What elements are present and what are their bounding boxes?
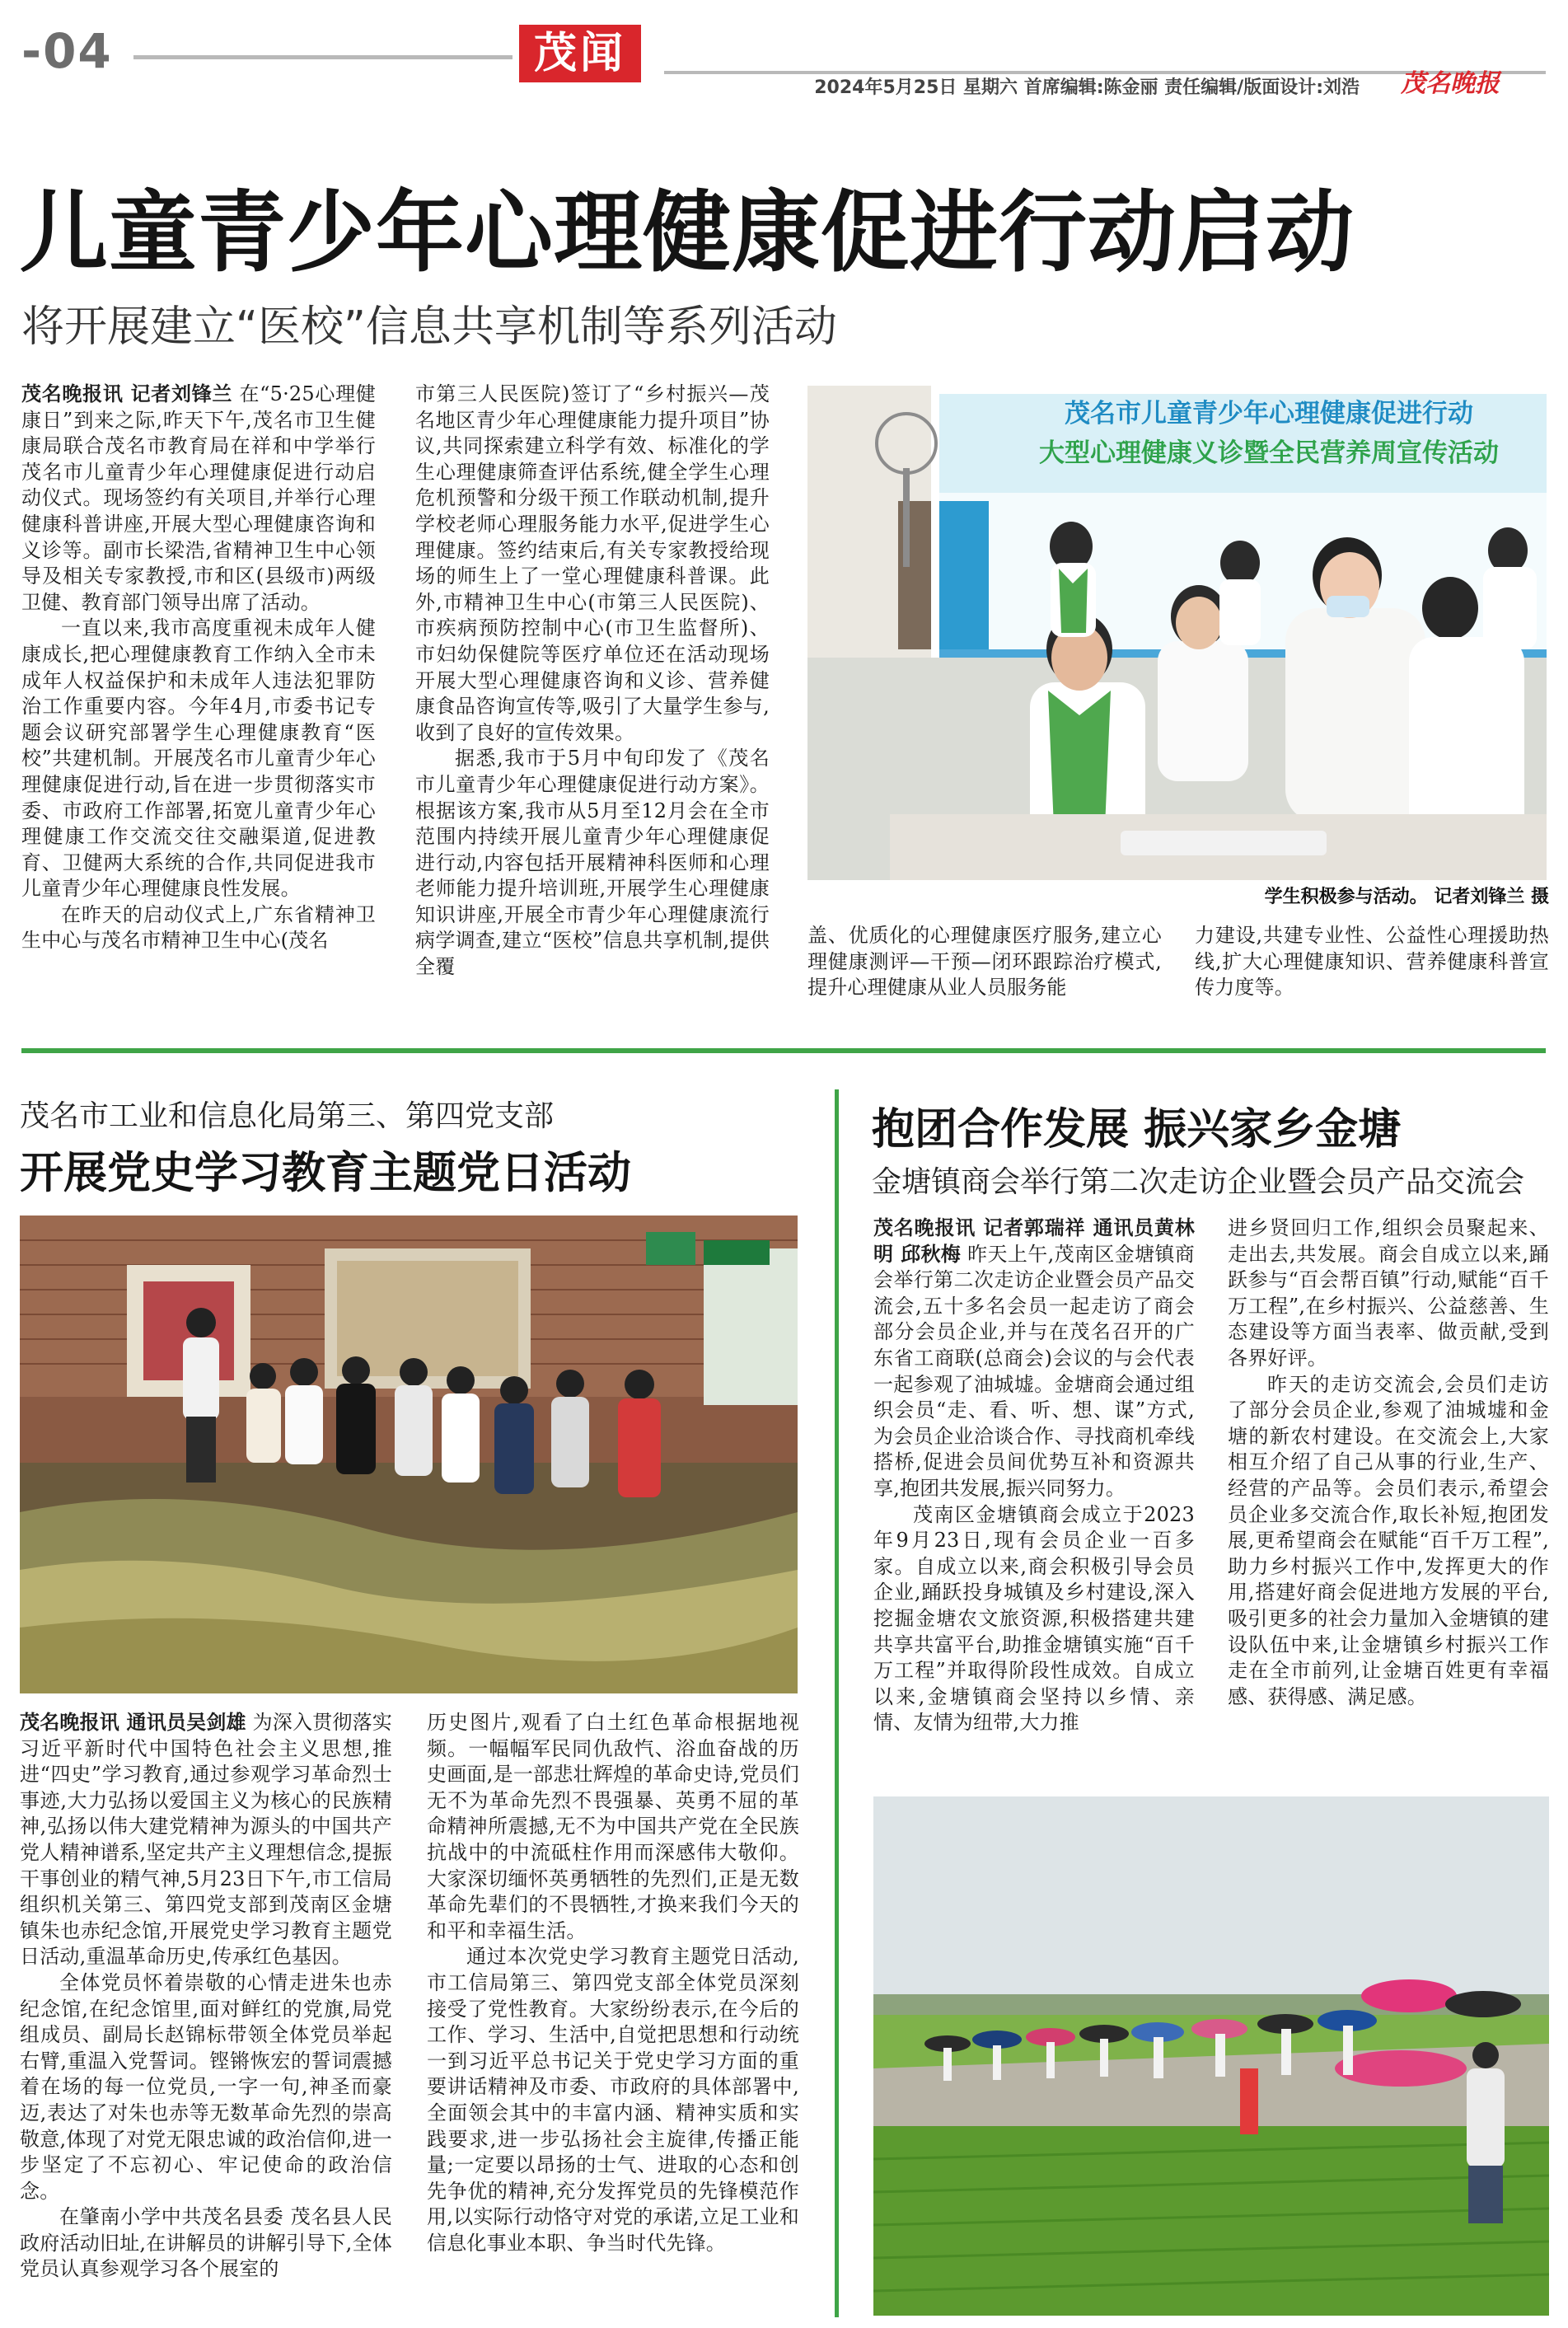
article1-col3-text: 盖、优质化的心理健康医疗服务,建立心理健康测评—干预—闭环跟踪治疗模式,提升心理健康从业人员服务能 (807, 924, 1162, 1000)
header-rule-left (133, 55, 513, 59)
article2-col1-para-3: 在肇南小学中共茂名县委 茂名县人民政府活动旧址,在讲解员的讲解引导下,全体党员认真参观学习各个展室的 (20, 2205, 392, 2281)
article1-column-3 (807, 923, 1162, 1001)
article2-col1-para-1: 茂名晚报讯 通讯员吴剑雄 为深入贯彻落实习近平新时代中国特色社会主义思想,推进“四史”学习教育,通过参观学习革命烈士事迹,大力弘扬以爱国主义为核心的民族精神,弘扬以伟大建党精神为源头的中国共产党人精神谱系,坚定共产主义理想信念,提振干事创业的精气神,5月23日下午,市工信局组织机关第三、第四党支部到茂南区金塘镇朱也赤纪念馆,开展党史学习教育主题党日活动,重温革命历史,传承红色基因。 (20, 1711, 393, 1969)
article2-col2-para-1: 历史图片,观看了白土红色革命根据地视频。一幅幅军民同仇敌忾、浴血奋战的历史画面,是一部悲壮辉煌的革命史诗,党员们无不为革命先烈不畏强暴、英勇不屈的革命精神所震撼,无不为中国共产党在全民族抗战中的中流砥柱作用而深感伟大敬仰。大家深切缅怀英勇牺牲的先烈们,正是无数革命先辈们的不畏牺牲,才换来我们今天的和平和幸福生活。 (427, 1711, 799, 1942)
article3-column-1 (873, 1216, 1195, 1736)
newspaper-logo: 茂名晚报 (1401, 69, 1500, 98)
article3-col2-para-1: 进乡贤回归工作,组织会员聚起来、走出去,共发展。商会自成立以来,踊跃参与“百会帮百镇”行动,赋能“百千万工程”,在乡村振兴、公益慈善、生态建设等方面当表率、做贡献,受到各界好评。 (1228, 1216, 1549, 1370)
article1-col1-para-1: 茂名晚报讯 记者刘锋兰 在“5·25心理健康日”到来之际,昨天下午,茂名市卫生健康局联合茂名市教育局在祥和中学举行茂名市儿童青少年心理健康促进行动启动仪式。现场签约有关项目,并举行心理健康科普讲座,开展大型心理健康咨询和义诊等。副市长梁浩,省精神卫生中心领导及相关专家教授,市和区(县级市)两级卫健、教育部门领导出席了活动。 (21, 382, 376, 614)
article2-col1-para-2: 全体党员怀着崇敬的心情走进朱也赤纪念馆,在纪念馆里,面对鲜红的党旗,局党组成员、副局长赵锦标带领全体党员举起右臂,重温入党誓词。铿锵恢宏的誓词震撼着在场的每一位党员,一字一句,神圣而豪迈,表达了对朱也赤等无数革命先烈的崇高敬意,体现了对党无限忠诚的政治信仰,进一步坚定了不忘初心、牢记使命的政治信念。 (20, 1970, 392, 2203)
photo-banner-line-2: 大型心理健康义诊暨全民营养周宣传活动 (1039, 438, 1499, 468)
article1-col1-para-3: 在昨天的启动仪式上,广东省精神卫生中心与茂名市精神卫生中心(茂名 (21, 902, 376, 953)
header-dateline: 2024年5月25日 星期六 首席编辑:陈金丽 责任编辑/版面设计:刘浩 (814, 77, 1360, 98)
article1-photo (807, 386, 1547, 880)
article2-photo (20, 1216, 798, 1693)
article3-column-2 (1228, 1216, 1549, 1710)
article2-column-1 (20, 1710, 392, 2283)
article1-col2-para-2: 据悉,我市于5月中旬印发了《茂名市儿童青少年心理健康促进行动方案》。根据该方案,我市从5月至12月会在全市范围内持续开展儿童青少年心理健康促进行动,内容包括开展精神科医师和心理老师能力提升培训班,开展学生心理健康知识讲座,开展全市青少年心理健康流行病学调查,建立“医校”信息共享机制,提供全覆 (415, 747, 770, 979)
column-divider (835, 1089, 839, 2317)
article1-byline: 茂名晚报讯 记者刘锋兰 (21, 382, 233, 405)
photo-rural-visit (873, 1796, 1549, 2316)
article3-col2-para-2: 昨天的走访交流会,会员们走访了部分会员企业,参观了油城墟和金塘的新农村建设。在交流会上,大家相互介绍了自己从事的行业,生产、经营的产品等。会员们表示,希望会员企业多交流合作,取长补短,抱团发展,更希望商会在赋能“百千万工程”,助力乡村振兴工作中,发挥更大的作用,搭建好商会促进地方发展的平台,吸引更多的社会力量加入金塘镇的建设队伍中来,让金塘镇乡村振兴工作走在全市前列,让金塘百姓更有幸福感、获得感、满足感。 (1228, 1372, 1549, 1708)
section-divider (21, 1048, 1546, 1053)
article1-subheadline: 将开展建立“医校”信息共享机制等系列活动 (21, 302, 837, 352)
article3-photo (873, 1796, 1549, 2316)
article1-col4-text: 力建设,共建专业性、公益性心理援助热线,扩大心理健康知识、营养健康科普宣传力度等。 (1195, 924, 1549, 1000)
article3-headline: 抱团合作发展 振兴家乡金塘 (872, 1105, 1402, 1155)
article1-col2-para-1: 市第三人民医院)签订了“乡村振兴—茂名地区青少年心理健康能力提升项目”协议,共同探索建立科学有效、标准化的学生心理健康筛查评估系统,健全学生心理危机预警和分级干预工作联动机制,提升学校老师心理服务能力水平,促进学生心理健康。签约结束后,有关专家教授给现场的师生上了一堂心理健康科普课。此外,市精神卫生中心(市第三人民医院)、市疾病预防控制中心(市卫生监督所)、市妇幼保健院等医疗单位还在活动现场开展大型心理健康咨询和义诊、营养健康食品咨询宣传等,吸引了大量学生参与,收到了良好的宣传效果。 (415, 382, 770, 744)
article1-headline: 儿童青少年心理健康促进行动启动 (20, 182, 1355, 284)
article1-photo-caption: 学生积极参与活动。 记者刘锋兰 摄 (1264, 887, 1549, 907)
article1-column-4 (1195, 923, 1549, 1001)
article2-kicker: 茂名市工业和信息化局第三、第四党支部 (20, 1099, 555, 1133)
article3-col1-para-2: 茂南区金塘镇商会成立于2023年9月23日,现有会员企业一百多家。自成立以来,商会积极引导会员企业,踊跃投身城镇及乡村建设,深入挖掘金塘农文旅资源,积极搭建共建共享共富平台,助推金塘镇实施“百千万工程”并取得阶段性成效。自成立以来,金塘镇商会坚持以乡情、亲情、友情为纽带,大力推 (873, 1502, 1195, 1735)
article1-column-1 (21, 382, 376, 954)
article3-byline: 茂名晚报讯 记者郭瑞祥 通讯员黄林明 邱秋梅 (873, 1216, 1195, 1266)
article3-subheadline: 金塘镇商会举行第二次走访企业暨会员产品交流会 (872, 1165, 1525, 1199)
article2-col2-para-2: 通过本次党史学习教育主题党日活动,市工信局第三、第四党支部全体党员深刻接受了党性教育。大家纷纷表示,在今后的工作、学习、生活中,自觉把思想和行动统一到习近平总书记关于党史学习方面的重要讲话精神及市委、市政府的具体部署中,全面领会其中的丰富内涵、精神实质和实践要求,进一步弘扬社会主旋律,传播正能量;一定要以昂扬的士气、进取的心态和创先争优的精神,充分发挥党员的先锋模范作用,以实际行动恪守对党的承诺,立足工业和信息化事业本职、争当时代先锋。 (427, 1945, 799, 2255)
article2-column-2 (427, 1710, 799, 2256)
article2-headline: 开展党史学习教育主题党日活动 (20, 1148, 631, 1198)
photo-memorial-hall (20, 1216, 798, 1693)
article3-col1-para-1: 茂名晚报讯 记者郭瑞祥 通讯员黄林明 邱秋梅 昨天上午,茂南区金塘镇商会举行第二次走访企业暨会员产品交流会,五十多名会员一起走访了商会部分会员企业,并与在茂名召开的广东省工商联(总商会)会议的与会代表一起参观了油城墟。金塘商会通过组织会员“走、看、听、想、谋”方式,为会员企业洽谈合作、寻找商机牵线搭桥,促进会员间优势互补和资源共享,抱团共发展,振兴同努力。 (873, 1216, 1195, 1500)
article1-col1-para-2: 一直以来,我市高度重视未成年人健康成长,把心理健康教育工作纳入全市未成年人权益保护和未成年人违法犯罪防治工作重要内容。今年4月,市委书记专题会议研究部署学生心理健康教育“医校”共建机制。开展茂名市儿童青少年心理健康促进行动,旨在进一步贯彻落实市委、市政府工作部署,拓宽儿童青少年心理健康工作交流交往交融渠道,促进教育、卫健两大系统的合作,共同促进我市儿童青少年心理健康良性发展。 (21, 616, 376, 901)
article1-column-2 (415, 382, 770, 981)
page-number: -04 (21, 23, 113, 79)
section-title: 茂闻 (519, 25, 641, 82)
photo-banner-line-1: 茂名市儿童青少年心理健康促进行动 (1065, 399, 1473, 429)
article2-byline: 茂名晚报讯 通讯员吴剑雄 (20, 1711, 246, 1734)
